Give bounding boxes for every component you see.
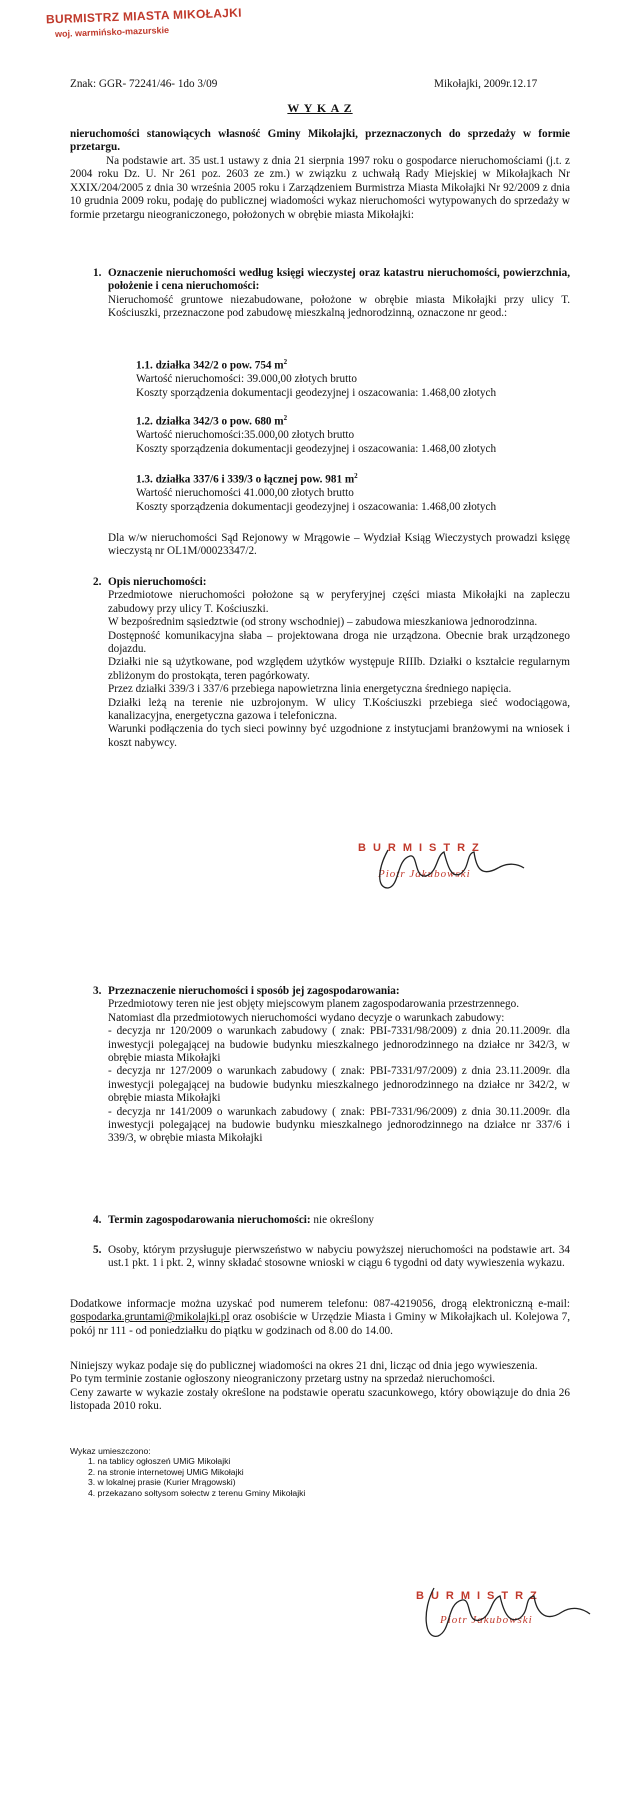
parcel-2-cost: Koszty sporządzenia dokumentacji geodezyjnej i oszacowania: 1.468,00 złotych — [136, 442, 497, 455]
section-4-heading: Termin zagospodarowania nieruchomości: — [108, 1214, 311, 1226]
description-land-use: Działki nie są użytkowane, pod względem użytków występuje RIIIb. Działki o kształcie regularnym zbliżonym do prostokąta, teren pagórkowaty. — [108, 656, 570, 682]
parcel-3-value: Wartość nieruchomości 41.000,00 złotych brutto — [136, 487, 354, 500]
parcel-1-cost: Koszty sporządzenia dokumentacji geodezyjnej i oszacowania: 1.468,00 złotych — [136, 386, 497, 399]
parcel-1-value: Wartość nieruchomości: 39.000,00 złotych brutto — [136, 373, 357, 386]
parcel-2-value: Wartość nieruchomości:35.000,00 złotych brutto — [136, 429, 355, 442]
closing-notes — [70, 1360, 570, 1414]
parcel-1-title: 1.1. działka 342/2 o pow. 754 $m^2$ — [136, 358, 288, 372]
section-1-text: Nieruchomość gruntowe niezabudowane, położone w obrębie miasta Mikołajki przy ulicy T. Kościuszki, przeznaczone pod zabudowę mieszkalną jednorodzinną, oznaczone nr geod.: — [108, 294, 570, 320]
parcel-1 — [136, 356, 570, 400]
signature-1-name: Piotr Jakubowski — [378, 868, 471, 880]
document-reference: Znak: GGR- 72241/46- 1do 3/09 — [70, 78, 218, 90]
land-registry-note: Dla w/w nieruchomości Sąd Rejonowy w Mrągowie – Wydział Ksiąg Wieczystych prowadzi księgę wieczystą nr OL1M/00023347/2. — [108, 532, 570, 558]
handwritten-signature-1 — [348, 838, 548, 900]
section-5-number: 5. — [93, 1244, 102, 1256]
posting-list-item: 4. przekazano sołtysom sołectw z terenu Gminy Mikołajki — [88, 1487, 306, 1498]
description-connection-terms: Warunki podłączenia do tych sieci powinny być uzgodnione z instytucjami branżowymi na wniosek i koszt nabywcy. — [108, 723, 570, 749]
signature-2-name: Piotr Jakubowski — [440, 1614, 533, 1626]
description-power-line: Przez działki 339/3 i 337/6 przebiega napowietrzna linia energetyczna średniego napięcia. — [108, 683, 512, 696]
parcel-2-title: 1.2. działka 342/3 o pow. 680 $m^2$ — [136, 414, 288, 428]
section-2-heading: Opis nieruchomości: — [108, 576, 207, 588]
office-stamp-region: woj. warmińsko-mazurskie — [54, 25, 170, 39]
zoning-decisions-intro: Natomiast dla przedmiotowych nieruchomości wydano decyzje o warunkach zabudowy: — [108, 1011, 505, 1024]
document-subtitle: nieruchomości stanowiących własność Gminy Mikołajki, przeznaczonych do sprzedaży w formie przetargu. — [70, 128, 570, 154]
description-access: Dostępność komunikacyjna słaba – projektowana droga nie urządzona. Obecnie brak urządzonego dojazdu. — [108, 629, 570, 656]
posting-list-heading: Wykaz umieszczono: — [70, 1446, 151, 1456]
posting-list-item: 3. w lokalnej prasie (Kurier Mrągowski) — [88, 1477, 236, 1488]
intro-paragraph: Na podstawie art. 35 ust.1 ustawy z dnia 21 sierpnia 1997 roku o gospodarce nieruchomościami (j.t. z 2004 roku Dz. U. Nr 261 poz. 2603 ze zm.) w związku z uchwałą Rady Miejskiej w Mikołajkach Nr XXIX/204/2005 z dnia 30 września 2005 roku i Zarządzeniem Burmistrza Miasta Mikołajki Nr 92/2009 z dnia 10 grudnia 2009 roku, podaję do publicznej wiadomości wykaz nieruchomości wytypowanych do sprzedaży w formie przetargu nieograniczonego, położonych w obrębie miasta Mikołajki: — [70, 155, 570, 221]
section-5-text: Osoby, którym przysługuje pierwszeństwo w nabyciu powyższej nieruchomości na podstawie art. 34 ust.1 pkt. 1 i pkt. 2, winny składać stosowne wnioski w ciągu 6 tygodni od daty wywieszenia wykazu. — [108, 1244, 570, 1270]
description-location: Przedmiotowe nieruchomości położone są w peryferyjnej części miasta Mikołajki na zapleczu zabudowy przy ulicy T. Kościuszki. — [108, 589, 570, 615]
parcel-3-title: 1.3. działka 337/6 i 339/3 o łącznej pow. 981 $m^2$ — [136, 472, 358, 486]
zoning-plan-note: Przedmiotowy teren nie jest objęty miejscowym planem zagospodarowania przestrzennego. — [108, 998, 520, 1011]
zoning-decision-3: - decyzja nr 141/2009 o warunkach zabudowy ( znak: PBI-7331/96/2009) z dnia 30.11.2009r. dla inwestycji polegającej na budowie budynku mieszkalnego jednorodzinnego na działce nr 337/6 i 339/3, w obrębie miasta Mikołajki — [108, 1105, 570, 1145]
document-date: Mikołajki, 2009r.12.17 — [434, 78, 538, 90]
zoning-decision-2: - decyzja nr 127/2009 o warunkach zabudowy ( znak: PBI-7331/97/2009) z dnia 23.11.2009r. dla inwestycji polegającej na budowie budynku mieszkalnego jednorodzinnego na działce nr 342/2, w obrębie miasta Mikołajki — [108, 1065, 570, 1105]
parcel-2 — [136, 412, 570, 456]
section-4-number: 4. — [93, 1214, 102, 1226]
section-3-heading: Przeznaczenie nieruchomości i sposób jej zagospodarowania: — [108, 985, 400, 997]
signature-1-stamp: BURMISTRZ — [358, 842, 486, 854]
contact-info: Dodatkowe informacje można uzyskać pod numerem telefonu: 087-4219056, drogą elektroniczną e-mail: gospodarka.gruntami@mikolajki.pl oraz osobiście w Urzędzie Miasta i Gminy w Mikołajkach ul. Kolejowa 7, pokój nr 111 - od poniedziałku do piątku w godzinach od 8.00 do 14.00. — [70, 1298, 570, 1337]
section-4-value: nie określony — [313, 1214, 375, 1226]
signature-block-2 — [404, 1580, 604, 1650]
contact-email-link[interactable]: gospodarka.gruntami@mikolajki.pl — [70, 1311, 230, 1324]
posting-list — [70, 1446, 410, 1498]
parcel-3 — [136, 470, 570, 514]
zoning-decision-1: - decyzja nr 120/2009 o warunkach zabudowy ( znak: PBI-7331/98/2009) z dnia 20.11.2009r. dla inwestycji polegającej na budowie budynku mieszkalnego jednorodzinnego na działce nr 342/3, w obrębie miasta Mikołajki — [108, 1025, 570, 1065]
section-2-number: 2. — [93, 576, 102, 588]
section-3-body — [108, 985, 570, 1146]
closing-valuation-note: Ceny zawarte w wykazie zostały określone na podstawie operatu szacunkowego, który obowiązuje do dnia 26 listopada 2010 roku. — [70, 1386, 570, 1413]
signature-block-1 — [348, 838, 548, 900]
handwritten-signature-2 — [404, 1580, 604, 1650]
posting-list-item: 1. na tablicy ogłoszeń UMiG Mikołajki — [88, 1456, 231, 1467]
section-1-heading: Oznaczenie nieruchomości według księgi wieczystej oraz katastru nieruchomości, powierzchnia, położenie i cena nieruchomości: — [108, 267, 570, 293]
section-1-number: 1. — [93, 267, 102, 279]
section-3-number: 3. — [93, 985, 102, 997]
section-2-body — [108, 576, 570, 750]
description-neighbourhood: W bezpośrednim sąsiedztwie (od strony wschodniej) – zabudowa mieszkaniowa jednorodzinna. — [108, 616, 538, 629]
closing-publication-period: Niniejszy wykaz podaje się do publicznej wiadomości na okres 21 dni, licząc od dnia jego wywieszenia. — [70, 1360, 538, 1372]
closing-auction-note: Po tym terminie zostanie ogłoszony nieograniczony przetarg ustny na sprzedaż nieruchomości. — [70, 1373, 496, 1386]
parcel-3-cost: Koszty sporządzenia dokumentacji geodezyjnej i oszacowania: 1.468,00 złotych — [136, 500, 497, 513]
document-title: W Y K A Z — [287, 101, 353, 115]
signature-2-stamp: BURMISTRZ — [416, 1590, 544, 1602]
section-4-line — [108, 1214, 570, 1227]
office-stamp-title: BURMISTRZ MIASTA MIKOŁAJKI — [45, 5, 242, 27]
description-utilities: Działki leżą na terenie nie uzbrojonym. W ulicy T.Kościuszki przebiega sieć wodociągowa, kanalizacyjna, energetyczna gazowa i telefoniczna. — [108, 696, 570, 723]
posting-list-item: 2. na stronie internetowej UMiG Mikołajki — [88, 1466, 244, 1477]
